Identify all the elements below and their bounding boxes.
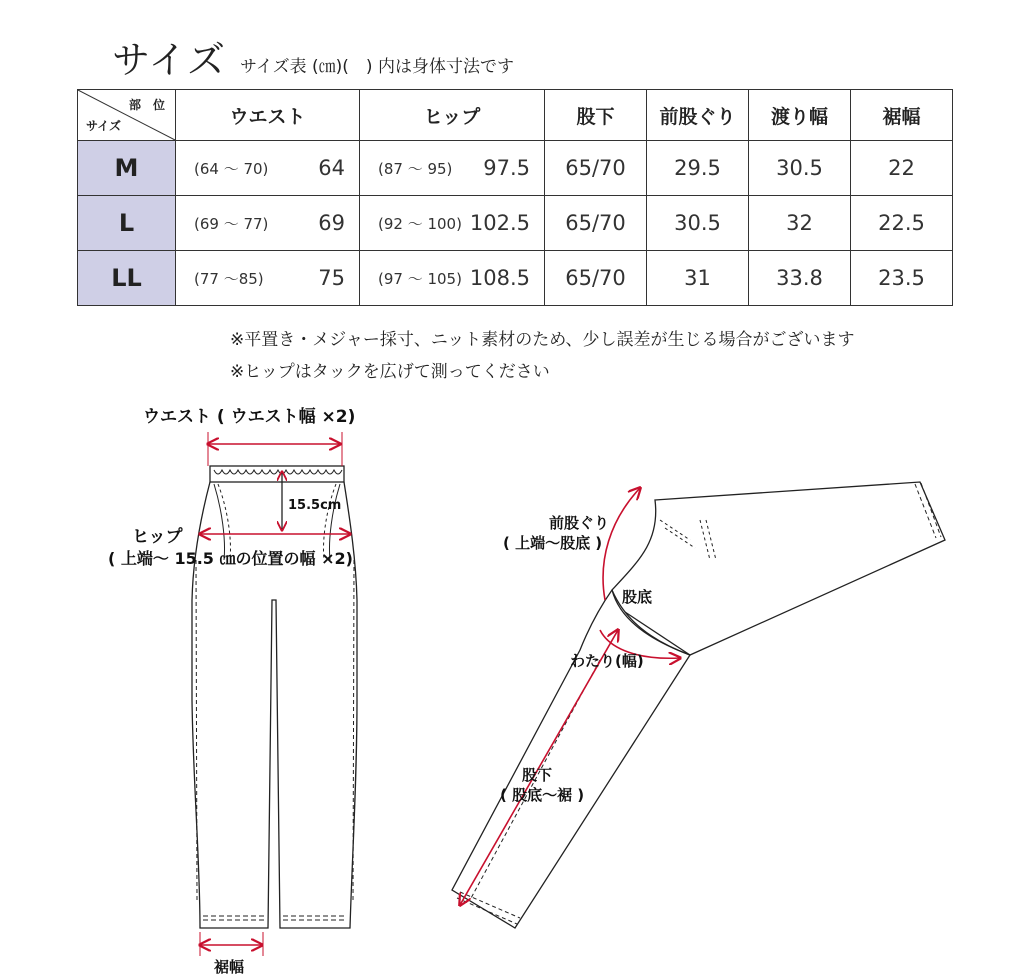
hem-value: 23.5: [851, 251, 953, 306]
hip-value: 108.5: [469, 266, 530, 290]
hip-depth-label: 15.5cm: [288, 498, 342, 513]
front-rise-value: 29.5: [647, 141, 749, 196]
waist-range: (69 ～ 77): [194, 214, 269, 233]
hip-measure-sublabel: ( 上端～ 15.5 ㎝の位置の幅 ×2): [108, 549, 353, 568]
front-rise-value: 30.5: [647, 196, 749, 251]
header-front-rise: 前股ぐり: [647, 90, 749, 141]
size-label: L: [78, 196, 176, 251]
note-measurement: ※平置き・メジャー採寸、ニット素材のため、少し誤差が生じる場合がございます: [230, 330, 855, 350]
header-hem: 裾幅: [851, 90, 953, 141]
corner-label-size: サイズ: [86, 119, 122, 133]
crotch-label: 股底: [622, 588, 653, 606]
waist-value: 69: [318, 211, 345, 235]
corner-label-part: 部 位: [128, 98, 165, 112]
hip-measure-label: ヒップ: [132, 527, 183, 547]
hem-measure-label: 裾幅: [214, 958, 245, 976]
inseam-measure-sublabel: ( 股底～裾 ): [500, 786, 585, 804]
size-label: LL: [78, 251, 176, 306]
header-waist: ウエスト: [176, 90, 360, 141]
inseam-value: 65/70: [545, 251, 647, 306]
size-label: M: [78, 141, 176, 196]
hip-range: (92 ～ 100): [378, 214, 462, 233]
thigh-value: 33.8: [749, 251, 851, 306]
waist-value: 64: [318, 156, 345, 180]
inseam-value: 65/70: [545, 196, 647, 251]
front-rise-measure-label: 前股ぐり: [549, 514, 610, 532]
hem-value: 22: [851, 141, 953, 196]
front-pants-drawing: [192, 466, 357, 928]
hip-range: (97 ～ 105): [378, 269, 462, 288]
waist-range: (64 ～ 70): [194, 159, 269, 178]
waist-measure-label: ウエスト ( ウエスト幅 ×2): [143, 407, 356, 427]
header-hip: ヒップ: [360, 90, 545, 141]
waist-range: (77 ～85): [194, 269, 264, 288]
page-title: サイズ: [112, 38, 226, 82]
waist-value: 75: [318, 266, 345, 290]
inseam-measure-label: 股下: [522, 766, 553, 784]
hip-value: 97.5: [483, 156, 530, 180]
note-hip: ※ヒップはタックを広げて測ってください: [230, 362, 550, 382]
front-rise-measure-sublabel: ( 上端～股底 ): [503, 534, 603, 552]
hip-value: 102.5: [469, 211, 530, 235]
header-inseam: 股下: [545, 90, 647, 141]
hip-range: (87 ～ 95): [378, 159, 453, 178]
page-subtitle: サイズ表 (㎝)( ) 内は身体寸法です: [239, 57, 514, 77]
header-thigh: 渡り幅: [749, 90, 851, 141]
hem-value: 22.5: [851, 196, 953, 251]
inseam-value: 65/70: [545, 141, 647, 196]
front-rise-value: 31: [647, 251, 749, 306]
thigh-value: 32: [749, 196, 851, 251]
thigh-value: 30.5: [749, 141, 851, 196]
thigh-measure-label: わたり(幅): [570, 652, 644, 670]
